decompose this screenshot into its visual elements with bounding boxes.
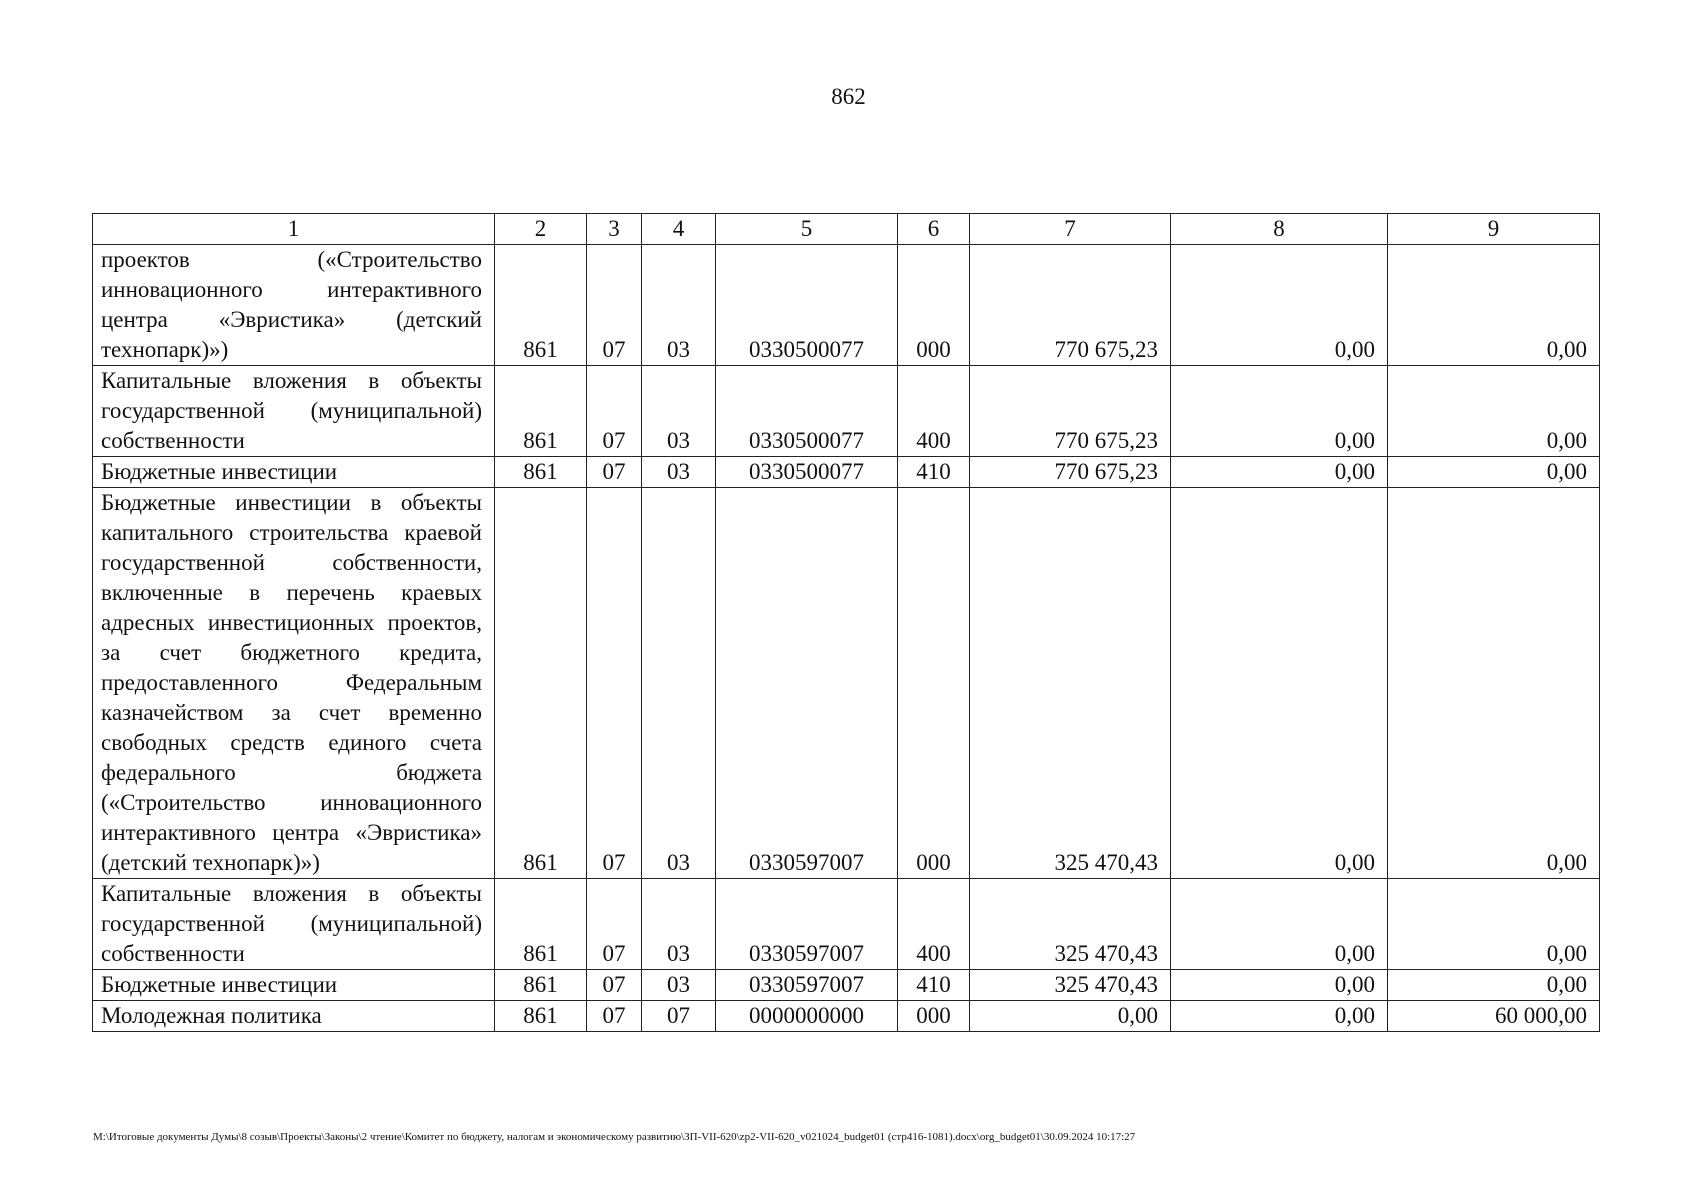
cell-code-5: 0330500077: [716, 457, 898, 488]
row-name: Бюджетные инвестиции: [93, 970, 495, 1001]
cell-code-6: 400: [898, 879, 970, 970]
column-header: 9: [1388, 214, 1600, 245]
cell-amount-8: 0,00: [1171, 366, 1388, 457]
cell-code-2: 861: [495, 457, 587, 488]
table-row: [93, 879, 1600, 970]
table-row: [93, 366, 1600, 457]
cell-code-6: 000: [898, 488, 970, 879]
cell-code-3: 07: [587, 245, 642, 366]
cell-code-6: 000: [898, 1001, 970, 1032]
cell-code-5: 0330500077: [716, 366, 898, 457]
cell-code-3: 07: [587, 457, 642, 488]
cell-code-4: 03: [642, 366, 716, 457]
cell-amount-9: 0,00: [1388, 970, 1600, 1001]
cell-amount-9: 0,00: [1388, 245, 1600, 366]
cell-amount-8: 0,00: [1171, 457, 1388, 488]
cell-amount-8: 0,00: [1171, 879, 1388, 970]
cell-code-2: 861: [495, 1001, 587, 1032]
cell-amount-9: 0,00: [1388, 488, 1600, 879]
column-header: 5: [716, 214, 898, 245]
cell-code-4: 07: [642, 1001, 716, 1032]
cell-code-6: 000: [898, 245, 970, 366]
cell-code-2: 861: [495, 366, 587, 457]
cell-amount-8: 0,00: [1171, 488, 1388, 879]
budget-table: [92, 213, 1600, 1032]
row-name: Бюджетные инвестиции: [93, 457, 495, 488]
cell-amount-9: 0,00: [1388, 879, 1600, 970]
cell-amount-9: 0,00: [1388, 366, 1600, 457]
cell-amount-8: 0,00: [1171, 245, 1388, 366]
cell-code-2: 861: [495, 488, 587, 879]
cell-code-4: 03: [642, 245, 716, 366]
page-number: 862: [831, 84, 866, 109]
cell-amount-7: 770 675,23: [970, 366, 1171, 457]
table-row: [93, 970, 1600, 1001]
cell-code-5: 0330597007: [716, 970, 898, 1001]
cell-code-3: 07: [587, 366, 642, 457]
cell-amount-8: 0,00: [1171, 1001, 1388, 1032]
row-name: Капитальные вложения в объекты государственной (муниципальной) собственности: [93, 879, 495, 970]
cell-code-4: 03: [642, 970, 716, 1001]
cell-code-4: 03: [642, 488, 716, 879]
cell-amount-7: 770 675,23: [970, 457, 1171, 488]
column-header: 1: [93, 214, 495, 245]
column-header: 8: [1171, 214, 1388, 245]
cell-code-6: 410: [898, 970, 970, 1001]
cell-code-2: 861: [495, 245, 587, 366]
cell-amount-9: 60 000,00: [1388, 1001, 1600, 1032]
table-header-row: [93, 214, 1600, 245]
cell-code-5: 0000000000: [716, 1001, 898, 1032]
cell-code-5: 0330500077: [716, 245, 898, 366]
table-row: [93, 1001, 1600, 1032]
cell-code-4: 03: [642, 879, 716, 970]
row-name: Молодежная политика: [93, 1001, 495, 1032]
column-header: 6: [898, 214, 970, 245]
row-name: Капитальные вложения в объекты государственной (муниципальной) собственности: [93, 366, 495, 457]
cell-code-4: 03: [642, 457, 716, 488]
cell-code-6: 400: [898, 366, 970, 457]
cell-code-5: 0330597007: [716, 488, 898, 879]
row-name: проектов («Строительство инновационного интерактивного центра «Эвристика» (детский технопарк)»): [93, 245, 495, 366]
cell-amount-7: 325 470,43: [970, 879, 1171, 970]
cell-amount-8: 0,00: [1171, 970, 1388, 1001]
cell-amount-7: 325 470,43: [970, 970, 1171, 1001]
table-row: [93, 245, 1600, 366]
document-footer-path: M:\Итоговые документы Думы\8 созыв\Проекты\Законы\2 чтение\Комитет по бюджету, налогам и экономическому развитию\ЗП-VII-620\zp2-VII-620_v021024_budget01 (стр416-1081).docx\org_budget01\30.09.2024 10:17:27: [93, 1131, 1136, 1143]
column-header: 7: [970, 214, 1171, 245]
cell-code-2: 861: [495, 970, 587, 1001]
cell-code-3: 07: [587, 970, 642, 1001]
cell-code-3: 07: [587, 488, 642, 879]
cell-code-5: 0330597007: [716, 879, 898, 970]
cell-amount-7: 0,00: [970, 1001, 1171, 1032]
row-name: Бюджетные инвестиции в объекты капитального строительства краевой государственной собственности, включенные в перечень краевых адресных инвестиционных проектов, за счет бюджетного кредита, предоставленного Федеральным казначейством за счет временно свободных средств единого счета федерального бюджета («Строительство инновационного интерактивного центра «Эвристика» (детский технопарк)»): [93, 488, 495, 879]
table-row: [93, 488, 1600, 879]
cell-code-2: 861: [495, 879, 587, 970]
cell-amount-7: 770 675,23: [970, 245, 1171, 366]
column-header: 4: [642, 214, 716, 245]
cell-code-3: 07: [587, 1001, 642, 1032]
cell-amount-9: 0,00: [1388, 457, 1600, 488]
table-row: [93, 457, 1600, 488]
column-header: 3: [587, 214, 642, 245]
column-header: 2: [495, 214, 587, 245]
cell-code-3: 07: [587, 879, 642, 970]
cell-code-6: 410: [898, 457, 970, 488]
cell-amount-7: 325 470,43: [970, 488, 1171, 879]
